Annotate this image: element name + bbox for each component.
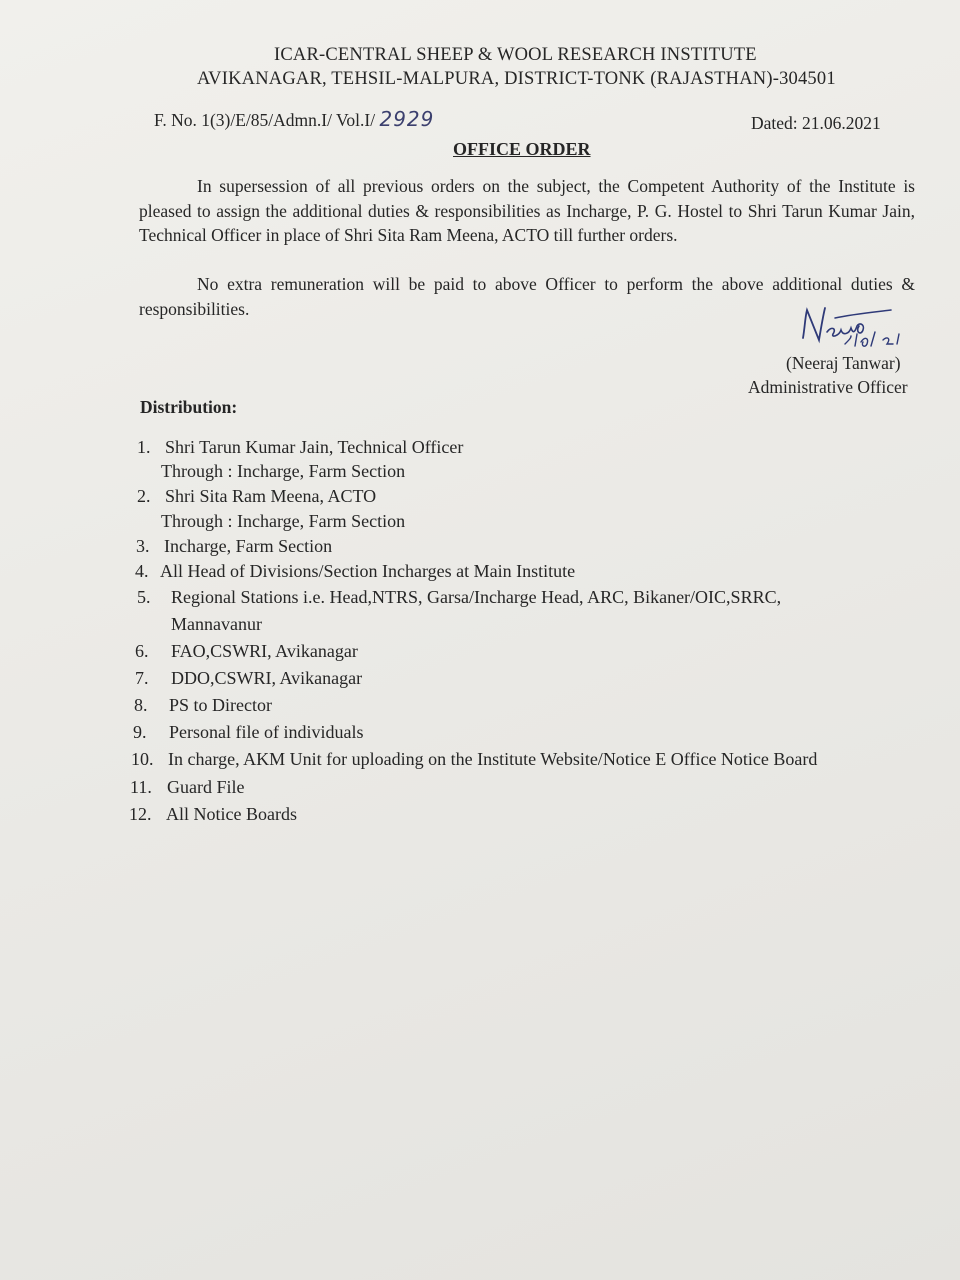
order-date: Dated: 21.06.2021 <box>751 113 881 133</box>
item-text: Personal file of individuals <box>169 722 364 742</box>
item-text: Shri Sita Ram Meena, ACTO <box>165 486 377 506</box>
item-text: Guard File <box>167 777 245 797</box>
item-number: 4. <box>135 561 149 581</box>
distribution-item-5 <box>137 587 781 608</box>
distribution-item-5-sub: Mannavanur <box>171 614 262 634</box>
item-text: PS to Director <box>169 695 272 715</box>
distribution-item-8 <box>134 695 272 716</box>
item-number: 11. <box>130 777 152 797</box>
distribution-heading: Distribution: <box>140 397 238 417</box>
item-text: In charge, AKM Unit for uploading on the Institute Website/Notice E Office Notice Board <box>168 749 818 769</box>
institute-name: ICAR-CENTRAL SHEEP & WOOL RESEARCH INSTITUTE <box>274 45 757 65</box>
distribution-item-4 <box>135 561 575 582</box>
signatory-name: (Neeraj Tanwar) <box>786 353 901 373</box>
paragraph-main: In supersession of all previous orders on the subject, the Competent Authority of the Institute is pleased to assign the additional duties & responsibilities as Incharge, P. G. Hostel to Shri Tarun Kumar Jain, Technical Officer in place of Shri Sita Ram Meena, ACTO till further orders. <box>139 176 915 245</box>
item-number: 1. <box>137 437 151 457</box>
distribution-item-1 <box>137 437 463 458</box>
item-text: DDO,CSWRI, Avikanagar <box>171 668 363 688</box>
item-number: 10. <box>131 749 154 769</box>
item-number: 6. <box>135 641 149 661</box>
paragraph-remuneration: No extra remuneration will be paid to above Officer to perform the above additional duties & responsibilities. <box>139 274 915 319</box>
item-text: Incharge, Farm Section <box>164 536 333 556</box>
item-text: FAO,CSWRI, Avikanagar <box>171 641 358 661</box>
institute-address: AVIKANAGAR, TEHSIL-MALPURA, DISTRICT-TONK (RAJASTHAN)-304501 <box>197 69 836 89</box>
distribution-item-2 <box>137 486 376 507</box>
handwritten-file-number: 2929 <box>379 107 435 131</box>
distribution-item-7 <box>135 668 362 689</box>
distribution-item-6 <box>135 641 358 662</box>
distribution-item-3 <box>136 536 332 557</box>
file-number-prefix: F. No. 1(3)/E/85/Admn.I/ Vol.I/ <box>154 110 376 130</box>
file-number <box>154 107 434 133</box>
item-text: Regional Stations i.e. Head,NTRS, Garsa/Incharge Head, ARC, Bikaner/OIC,SRRC, <box>171 587 782 607</box>
office-order-title: OFFICE ORDER <box>453 139 591 159</box>
item-number: 12. <box>129 804 152 824</box>
item-number: 8. <box>134 695 148 715</box>
distribution-item-11 <box>130 777 244 798</box>
signature-mark <box>795 296 915 352</box>
item-text: Shri Tarun Kumar Jain, Technical Officer <box>165 437 464 457</box>
distribution-item-1-sub: Through : Incharge, Farm Section <box>161 461 406 481</box>
item-number: 3. <box>136 536 150 556</box>
item-number: 5. <box>137 587 151 607</box>
item-text: All Notice Boards <box>166 804 297 824</box>
distribution-item-9 <box>133 722 363 743</box>
distribution-item-12 <box>129 804 297 825</box>
item-number: 7. <box>135 668 149 688</box>
distribution-item-10 <box>131 749 817 770</box>
item-number: 9. <box>133 722 147 742</box>
item-number: 2. <box>137 486 151 506</box>
item-text: All Head of Divisions/Section Incharges at Main Institute <box>160 561 576 581</box>
signatory-designation: Administrative Officer <box>748 377 908 397</box>
distribution-item-2-sub: Through : Incharge, Farm Section <box>161 511 406 531</box>
